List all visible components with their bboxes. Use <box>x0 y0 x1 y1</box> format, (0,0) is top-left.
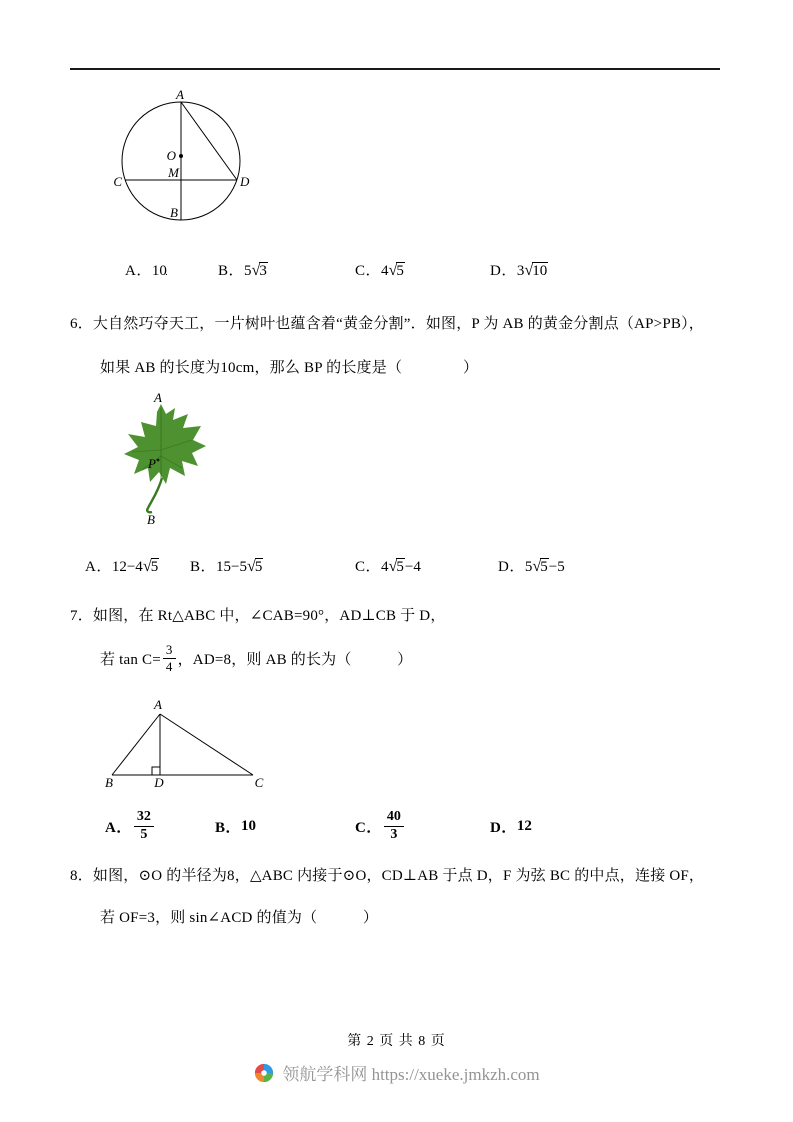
option-key: C． <box>355 819 382 836</box>
question-7-line-2-prefix: 若 tan C= <box>100 651 161 668</box>
radicand: 5 <box>396 263 404 279</box>
radical-sign: √ <box>388 261 398 279</box>
question-7-line-1: 7．如图，在 Rt△ABC 中，∠CAB=90°，AD⊥CB 于 D， <box>70 608 446 624</box>
radicand: 3 <box>259 263 267 279</box>
q7-option-d <box>490 808 532 844</box>
option-suffix: −5 <box>548 559 565 575</box>
leaf-shape <box>124 404 206 484</box>
fraction-denominator: 3 <box>390 826 398 842</box>
label-B: B <box>105 775 113 790</box>
option-text: 3 <box>516 263 525 279</box>
q7-option-c <box>355 808 406 844</box>
radical-sign: √ <box>524 261 534 279</box>
radicand: 5 <box>540 559 548 575</box>
q6-option-a <box>85 555 159 576</box>
option-text: 10 <box>241 817 257 834</box>
option-key: C． <box>355 263 382 279</box>
label-A: A <box>154 697 162 712</box>
site-logo-icon <box>253 1062 275 1084</box>
maple-leaf-figure <box>112 390 212 530</box>
label-D: D <box>240 174 250 189</box>
radical-sign: √ <box>251 261 261 279</box>
option-key: D． <box>490 819 517 836</box>
radical-sign: √ <box>388 557 398 575</box>
option-key: D． <box>498 559 525 575</box>
side-ac <box>160 714 253 775</box>
option-text: 5 <box>244 263 252 279</box>
option-key: C． <box>355 559 382 575</box>
option-key: A． <box>105 819 132 836</box>
label-P: P <box>148 456 156 471</box>
option-key: A． <box>85 559 112 575</box>
label-A: A <box>176 87 184 102</box>
radical-sign: √ <box>532 557 542 575</box>
site-watermark-text: 领航学科网 https://xueke.jmkzh.com <box>282 1065 540 1084</box>
page-number: 第 2 页 共 8 页 <box>347 1034 446 1049</box>
label-B: B <box>147 512 155 527</box>
fraction-numerator: 40 <box>384 810 404 827</box>
leaf-stem <box>147 478 162 512</box>
label-A: A <box>154 390 162 405</box>
q5-option-b <box>218 259 268 280</box>
triangle-figure <box>93 697 283 792</box>
side-ab <box>112 714 160 775</box>
fraction-numerator: 3 <box>163 643 176 659</box>
site-watermark <box>0 1060 793 1085</box>
option-key: B． <box>218 263 245 279</box>
label-C: C <box>254 775 264 790</box>
fraction-numerator: 32 <box>134 810 154 827</box>
option-key: A． <box>125 263 152 279</box>
option-text: 15−5 <box>216 559 247 575</box>
option-text: 5 <box>524 559 533 575</box>
option-suffix: −4 <box>404 559 421 575</box>
question-7-line-2-suffix: ，AD=8，则 AB 的长为（ ） <box>177 651 413 668</box>
fraction-denominator: 4 <box>165 658 173 674</box>
label-O: O <box>166 148 176 163</box>
fraction-denominator: 5 <box>140 826 148 842</box>
radical-sign: √ <box>246 557 256 575</box>
label-M: M <box>168 165 179 180</box>
label-C: C <box>113 174 122 189</box>
option-key: B． <box>190 559 217 575</box>
label-D: D <box>154 775 164 790</box>
q7-option-b <box>215 808 256 844</box>
q6-option-d <box>498 555 565 576</box>
fraction-3-4 <box>163 643 176 673</box>
radical-sign: √ <box>142 557 152 575</box>
radicand: 10 <box>532 263 548 279</box>
option-text: 12−4 <box>111 559 143 575</box>
center-dot <box>179 154 183 158</box>
option-text: 4 <box>381 263 389 279</box>
fraction-40-3 <box>384 810 404 842</box>
q5-option-a <box>125 259 167 280</box>
point-P-dot <box>157 459 160 462</box>
question-7-line-2 <box>100 640 412 676</box>
question-6-line-2: 如果 AB 的长度为10cm，那么 BP 的长度是（ ） <box>100 360 479 376</box>
radicand <box>166 274 167 275</box>
q5-option-d <box>490 259 548 280</box>
q7-option-a <box>105 808 156 844</box>
q5-option-c <box>355 259 405 280</box>
fraction-32-5 <box>134 810 154 842</box>
option-text: 4 <box>381 559 389 575</box>
radicand: 5 <box>150 559 159 575</box>
option-key: B． <box>215 819 242 836</box>
question-6-line-1: 6．大自然巧夺天工，一片树叶也蕴含着“黄金分割”．如图，P 为 AB 的黄金分割点（AP>PB）， <box>70 316 704 332</box>
question-8-line-2: 若 OF=3，则 sin∠ACD 的值为（ ） <box>100 910 379 926</box>
circle-figure <box>100 86 260 238</box>
q6-option-b <box>190 555 263 576</box>
right-angle-mark <box>152 767 160 775</box>
option-key: D． <box>490 263 517 279</box>
segment-ad <box>181 102 237 180</box>
label-B: B <box>170 205 178 220</box>
option-text: 10 <box>151 263 167 279</box>
question-8-line-1: 8．如图，⊙O 的半径为8，△ABC 内接于⊙O，CD⊥AB 于点 D，F 为弦 BC 的中点，连接 OF， <box>70 868 705 884</box>
radicand: 5 <box>396 559 404 575</box>
q6-option-c <box>355 555 421 576</box>
header-rule <box>70 68 720 70</box>
radicand: 5 <box>254 559 263 575</box>
option-text: 12 <box>516 817 532 834</box>
